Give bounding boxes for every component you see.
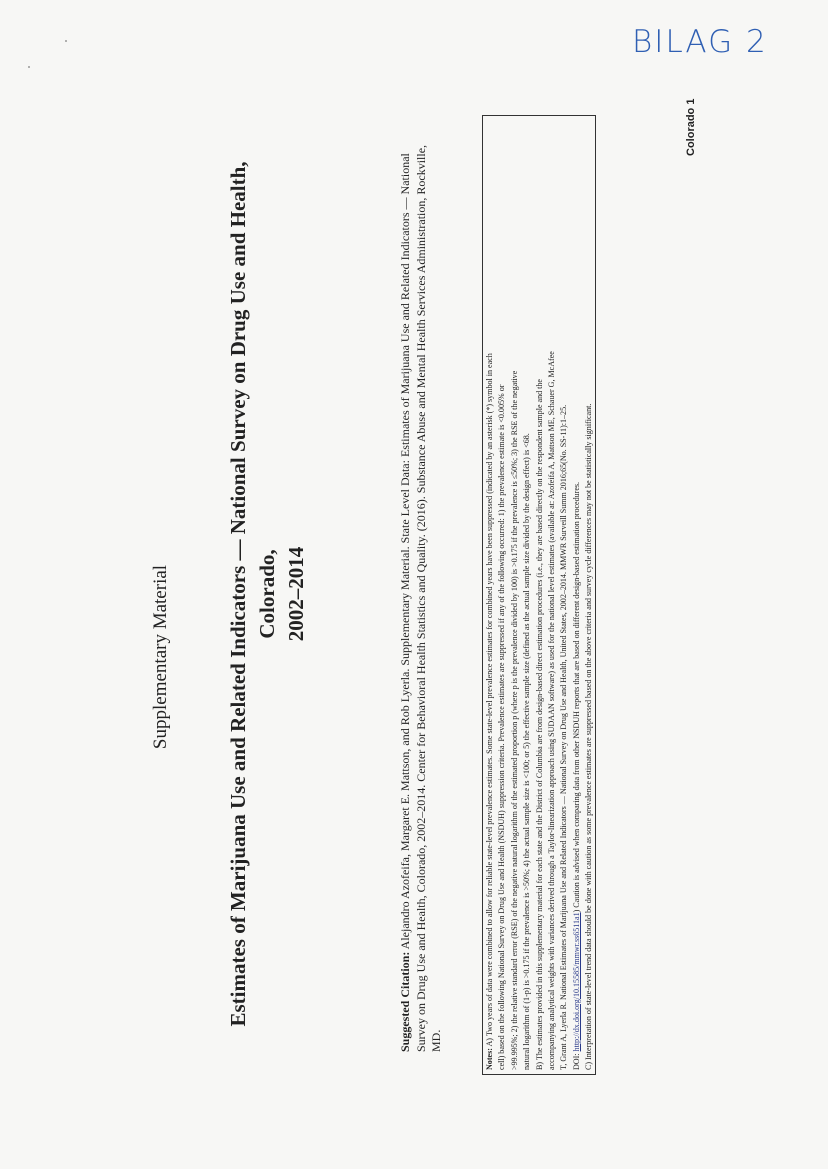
notes-box: [482, 115, 596, 1075]
citation-text: Alejandro Azofeifa, Margaret E. Mattson, and Rob Lyerla. Supplementary Material. State Level Data: Estimates of Marijuana Use and Related Indicators — National Survey on Drug Use and Health, Colorado, 2002–2014. Center for Behavioral Health Statistics and Quality. (2016). Substance Abuse and Mental Health Services Administration, Rockville, MD.: [398, 144, 443, 1052]
doi-link[interactable]: http://dx.doi.org/10.15585/mmwr.ss6511a1: [571, 912, 581, 1052]
notes-line-5: B) The estimates provided in this supplementary material for each state and the District of Columbia are from design-based direct estimation procedures (i.e., they are based directly on the respondent sample and the: [534, 379, 544, 1070]
notes-line-3: >99.995%; 2) the relative standard error (RSE) of the negative natural logarithm of the estimated proportion p (where p is the prevalence divided by 100) is >0.175 if the prevalence is ≤50%; 3) the RSE of the negative: [509, 370, 519, 1070]
doi-prefix: DOI:: [571, 1051, 581, 1070]
scan-speck: [28, 66, 30, 68]
handwritten-annotation: BILAG 2: [632, 24, 768, 60]
notes-line-6: accompanying analytical weights with variances derived through a Taylor-linearization approach using SUDAAN software) as used for the national level estimates (available at: Azofeifa A, Mattson ME, Schauer G, McAfee: [547, 351, 557, 1070]
notes-line-9: C) Interpretation of state-level trend data should be done with caution as some prevalence estimates are suppressed based on the above criteria and survey cycle differences may not be statistically significant.: [584, 403, 594, 1070]
title-line-1: Estimates of Marijuana Use and Related Indicators — National Survey on Drug Use and Health, Colorado,: [226, 161, 279, 1027]
notes-label: Notes:: [485, 1048, 494, 1070]
suggested-citation: [398, 132, 446, 1052]
title-line-2: 2002–2014: [284, 546, 308, 642]
page-label: Colorado 1: [685, 98, 697, 156]
notes-line-1: Notes: A) Two years of data were combined to allow for reliable state-level prevalence estimates. Some state-level prevalence estimates for combined years have been suppressed (indicated by an asterisk (*) symbol in each: [485, 353, 494, 1070]
notes-line-2: cell) based on the following National Survey on Drug Use and Health (NSDUH) suppression criteria. Prevalence estimates are suppressed if any of the following occurred: 1) the prevalence estimate is <0.005% or: [497, 384, 507, 1070]
supplementary-heading: Supplementary Material: [150, 564, 171, 750]
notes-line-4: natural logarithm of (1-p) is >0.175 if the prevalence is >50%; 4) the actual sample size is <100; or 5) the effective sample size (defined as the actual sample size divided by the design effect) is <68.: [522, 433, 532, 1070]
notes-line-8: [571, 120, 583, 1070]
notes-line-7: T, Grant A, Lyerla R. National Estimates of Marijuana Use and Related Indicators — National Survey on Drug Use and Health, United States, 2002–2014. MMWR Surveill Summ 2016;65(No. SS-11):1–25.: [559, 404, 569, 1070]
citation-label: Suggested Citation:: [398, 951, 412, 1052]
doi-suffix: ) Caution is advised when comparing data from other NSDUH reports that are based on different design-based estimation procedures.: [571, 481, 581, 913]
scan-speck: [65, 40, 67, 42]
document-title: [224, 134, 308, 1054]
